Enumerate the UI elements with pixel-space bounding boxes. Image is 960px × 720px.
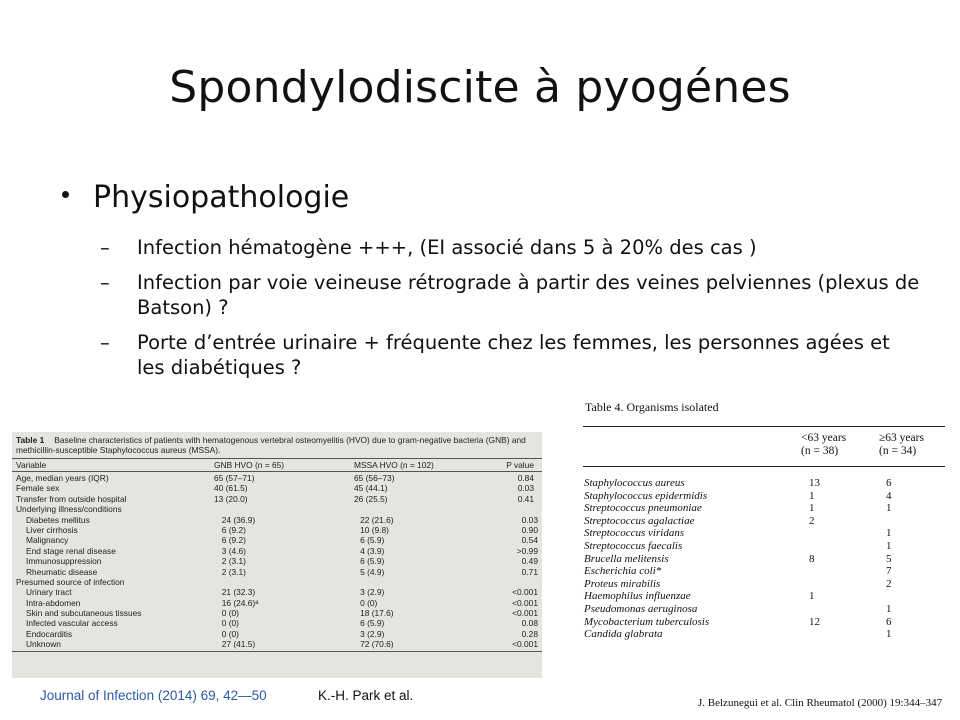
table-row bbox=[583, 540, 945, 553]
cell-under63: 2 bbox=[809, 514, 815, 527]
cell-pvalue: 0.08 bbox=[521, 618, 538, 629]
cell-pvalue: 0.41 bbox=[517, 493, 534, 504]
cell-variable: Infected vascular access bbox=[26, 618, 118, 629]
cell-pvalue: 0.03 bbox=[521, 514, 538, 525]
cell-under63: 1 bbox=[809, 489, 815, 502]
table1-bottom-rule bbox=[12, 651, 542, 652]
table-row bbox=[12, 629, 542, 639]
table4-header-rule bbox=[583, 466, 945, 467]
cell-gnb: 6 (9.2) bbox=[221, 524, 246, 535]
cell-pvalue: <0.001 bbox=[512, 597, 538, 608]
table1-body bbox=[12, 473, 542, 650]
table-row bbox=[583, 515, 945, 528]
cell-over63: 5 bbox=[886, 552, 892, 565]
cell-variable: Unknown bbox=[26, 639, 61, 650]
cell-pvalue: 0.28 bbox=[521, 628, 538, 639]
cell-over63: 1 bbox=[886, 502, 892, 515]
cell-organism: Escherichia coli* bbox=[584, 565, 662, 578]
table4-citation: J. Belzunegui et al. Clin Rheumatol (2000) 19:344–347 bbox=[698, 697, 943, 709]
table-row bbox=[583, 490, 945, 503]
table-row bbox=[12, 567, 542, 577]
cell-organism: Staphylococcus epidermidis bbox=[584, 489, 708, 502]
cell-gnb: 27 (41.5) bbox=[221, 639, 256, 650]
table-row bbox=[583, 590, 945, 603]
cell-gnb: 21 (32.3) bbox=[221, 587, 256, 598]
cell-gnb: 13 (20.0) bbox=[214, 493, 248, 504]
cell-variable: Rheumatic disease bbox=[26, 566, 98, 577]
dash-icon: – bbox=[100, 236, 110, 259]
cell-over63: 2 bbox=[886, 577, 892, 590]
col1-header-line2: (n = 38) bbox=[801, 445, 839, 457]
cell-gnb: 16 (24.6)ᵃ bbox=[221, 597, 259, 608]
cell-gnb: 24 (36.9) bbox=[221, 514, 256, 525]
table-row bbox=[12, 639, 542, 649]
cell-mssa: 22 (21.6) bbox=[360, 514, 394, 525]
cell-mssa bbox=[354, 504, 494, 514]
dash-icon: – bbox=[100, 331, 110, 354]
header-pvalue: P value bbox=[506, 460, 534, 470]
slide-title: Spondylodiscite à pyogénes bbox=[169, 62, 791, 113]
table-row bbox=[12, 494, 542, 504]
organisms-table-image bbox=[583, 400, 945, 660]
cell-organism: Staphylococcus aureus bbox=[584, 477, 685, 489]
cell-mssa: 26 (25.5) bbox=[354, 493, 388, 504]
cell-variable: Malignancy bbox=[26, 535, 69, 546]
cell-variable: Age, median years (IQR) bbox=[16, 473, 109, 483]
cell-organism: Brucella melitensis bbox=[584, 552, 669, 565]
cell-pvalue: 0.90 bbox=[521, 524, 538, 535]
cell-gnb: 0 (0) bbox=[221, 618, 239, 629]
subpoint-text: Infection hématogène +++, (EI associé dans 5 à 20% des cas ) bbox=[137, 236, 757, 259]
subpoint bbox=[100, 270, 920, 320]
cell-organism: Pseudomonas aeruginosa bbox=[584, 603, 698, 615]
cell-mssa: 6 (5.9) bbox=[360, 556, 385, 567]
cell-variable: Endocarditis bbox=[26, 628, 73, 639]
cell-mssa: 18 (17.6) bbox=[360, 608, 394, 619]
table-row bbox=[12, 608, 542, 618]
cell-under63: 13 bbox=[809, 477, 820, 489]
cell-mssa: 72 (70.6) bbox=[360, 639, 394, 650]
cell-variable: Immunosuppression bbox=[26, 556, 102, 567]
baseline-table-image bbox=[12, 432, 542, 678]
cell-over63: 1 bbox=[886, 527, 892, 540]
cell-gnb: 3 (4.6) bbox=[221, 545, 246, 556]
table-row bbox=[12, 504, 542, 514]
cell-over63: 1 bbox=[886, 603, 892, 615]
cell-variable: Urinary tract bbox=[26, 587, 72, 598]
table4-caption: Table 4. Organisms isolated bbox=[585, 400, 719, 414]
subpoint-list bbox=[100, 235, 920, 390]
cell-mssa: 5 (4.9) bbox=[360, 566, 385, 577]
subpoint-text: Porte d’entrée urinaire + fréquente chez les femmes, les personnes agées et les diabétiques ? bbox=[137, 331, 890, 379]
table-row bbox=[12, 618, 542, 628]
cell-mssa: 4 (3.9) bbox=[360, 545, 385, 556]
cell-gnb: 2 (3.1) bbox=[221, 566, 246, 577]
table-row bbox=[583, 527, 945, 540]
table-row bbox=[583, 477, 945, 490]
cell-gnb bbox=[214, 577, 354, 587]
col2-header-line2: (n = 34) bbox=[879, 445, 917, 457]
table-row bbox=[12, 473, 542, 483]
cell-over63: 6 bbox=[886, 615, 892, 628]
cell-pvalue: 0.71 bbox=[521, 566, 538, 577]
cell-gnb: 0 (0) bbox=[221, 628, 239, 639]
cell-organism: Streptococcus agalactiae bbox=[584, 514, 695, 527]
cell-mssa: 45 (44.1) bbox=[354, 483, 388, 494]
cell-organism: Candida glabrata bbox=[584, 628, 663, 641]
cell-gnb: 0 (0) bbox=[221, 608, 239, 619]
cell-variable: Female sex bbox=[16, 483, 60, 494]
cell-pvalue: <0.001 bbox=[512, 587, 538, 598]
cell-organism: Mycobacterium tuberculosis bbox=[584, 615, 710, 628]
cell-under63: 1 bbox=[809, 502, 815, 515]
cell-mssa: 6 (5.9) bbox=[360, 618, 385, 629]
cell-mssa: 10 (9.8) bbox=[360, 524, 389, 535]
cell-gnb: 6 (9.2) bbox=[221, 535, 246, 546]
cell-mssa: 3 (2.9) bbox=[360, 628, 385, 639]
table-row bbox=[583, 603, 945, 616]
table-row bbox=[583, 565, 945, 578]
table4-col2-header bbox=[879, 432, 924, 458]
table1-caption-text: Baseline characteristics of patients with hematogenous vertebral osteomyelitis (HVO) due to gram-negative bacteria (GNB) and methicillin-susceptible Staphylococcus aureus (MSSA). bbox=[16, 435, 526, 455]
col2-header-line1: ≥63 years bbox=[879, 432, 924, 444]
table4-top-rule bbox=[583, 426, 945, 427]
header-mssa: MSSA HVO (n = 102) bbox=[354, 460, 434, 470]
bullet-dot-icon bbox=[62, 191, 69, 198]
journal-citation: Journal of Infection (2014) 69, 42—50 bbox=[40, 688, 267, 703]
table-row bbox=[12, 577, 542, 587]
cell-variable: Intra-abdomen bbox=[26, 597, 81, 608]
cell-organism: Haemophilus influenzae bbox=[584, 590, 691, 603]
cell-over63: 7 bbox=[886, 565, 892, 578]
subpoint bbox=[100, 235, 920, 260]
cell-pvalue bbox=[494, 504, 534, 514]
main-bullet-label: Physiopathologie bbox=[93, 180, 350, 215]
cell-variable: Diabetes mellitus bbox=[26, 514, 90, 525]
cell-variable: Underlying illness/conditions bbox=[16, 504, 122, 515]
table-row bbox=[12, 556, 542, 566]
cell-pvalue: >0.99 bbox=[516, 545, 538, 556]
table1-label: Table 1 bbox=[16, 435, 45, 445]
table-row bbox=[583, 502, 945, 515]
table-row bbox=[583, 628, 945, 641]
cell-variable: End stage renal disease bbox=[26, 545, 116, 556]
cell-pvalue: 0.49 bbox=[521, 556, 538, 567]
dash-icon: – bbox=[100, 271, 110, 294]
subpoint bbox=[100, 330, 920, 380]
table-row bbox=[12, 525, 542, 535]
cell-pvalue: <0.001 bbox=[512, 608, 538, 619]
table-row bbox=[12, 483, 542, 493]
cell-over63: 1 bbox=[886, 628, 892, 641]
cell-pvalue: 0.54 bbox=[521, 535, 538, 546]
cell-over63: 6 bbox=[886, 477, 892, 489]
cell-pvalue: 0.03 bbox=[517, 483, 534, 494]
header-variable: Variable bbox=[16, 460, 47, 470]
table-row bbox=[583, 553, 945, 566]
cell-variable: Presumed source of infection bbox=[16, 576, 125, 587]
table-row bbox=[583, 616, 945, 629]
authors-citation: K.-H. Park et al. bbox=[318, 688, 414, 703]
table-row bbox=[12, 515, 542, 525]
table-row bbox=[583, 578, 945, 591]
table-row bbox=[12, 587, 542, 597]
table-row bbox=[12, 535, 542, 545]
cell-variable: Transfer from outside hospital bbox=[16, 493, 127, 504]
subpoint-text: Infection par voie veineuse rétrograde à partir des veines pelviennes (plexus de Batson) ? bbox=[137, 271, 920, 319]
table1-caption bbox=[12, 432, 542, 457]
cell-under63: 12 bbox=[809, 615, 820, 628]
cell-gnb: 65 (57–71) bbox=[214, 473, 255, 483]
cell-mssa: 0 (0) bbox=[360, 597, 378, 608]
cell-under63: 8 bbox=[809, 552, 815, 565]
cell-organism: Streptococcus faecalis bbox=[584, 540, 683, 552]
col1-header-line1: <63 years bbox=[801, 432, 847, 444]
cell-over63: 1 bbox=[886, 540, 892, 552]
table-row bbox=[12, 546, 542, 556]
cell-pvalue bbox=[494, 577, 534, 587]
cell-gnb bbox=[214, 504, 354, 514]
table1-header bbox=[12, 458, 542, 472]
table4-col1-header bbox=[801, 432, 846, 458]
cell-mssa: 6 (5.9) bbox=[360, 535, 385, 546]
cell-pvalue: 0.84 bbox=[517, 473, 534, 483]
cell-over63: 4 bbox=[886, 489, 892, 502]
cell-variable: Skin and subcutaneous tissues bbox=[26, 608, 142, 619]
cell-mssa bbox=[354, 577, 494, 587]
cell-organism: Proteus mirabilis bbox=[584, 577, 661, 590]
cell-pvalue: <0.001 bbox=[512, 639, 538, 650]
header-gnb: GNB HVO (n = 65) bbox=[214, 460, 285, 470]
table-row bbox=[12, 598, 542, 608]
cell-organism: Streptococcus pneumoniae bbox=[584, 502, 702, 515]
cell-under63: 1 bbox=[809, 590, 815, 603]
cell-organism: Streptococcus viridans bbox=[584, 527, 685, 540]
cell-variable: Liver cirrhosis bbox=[26, 524, 78, 535]
main-bullet bbox=[62, 180, 349, 215]
cell-gnb: 40 (61.5) bbox=[214, 483, 248, 494]
cell-gnb: 2 (3.1) bbox=[221, 556, 246, 567]
cell-mssa: 65 (56–73) bbox=[354, 473, 395, 483]
cell-mssa: 3 (2.9) bbox=[360, 587, 385, 598]
